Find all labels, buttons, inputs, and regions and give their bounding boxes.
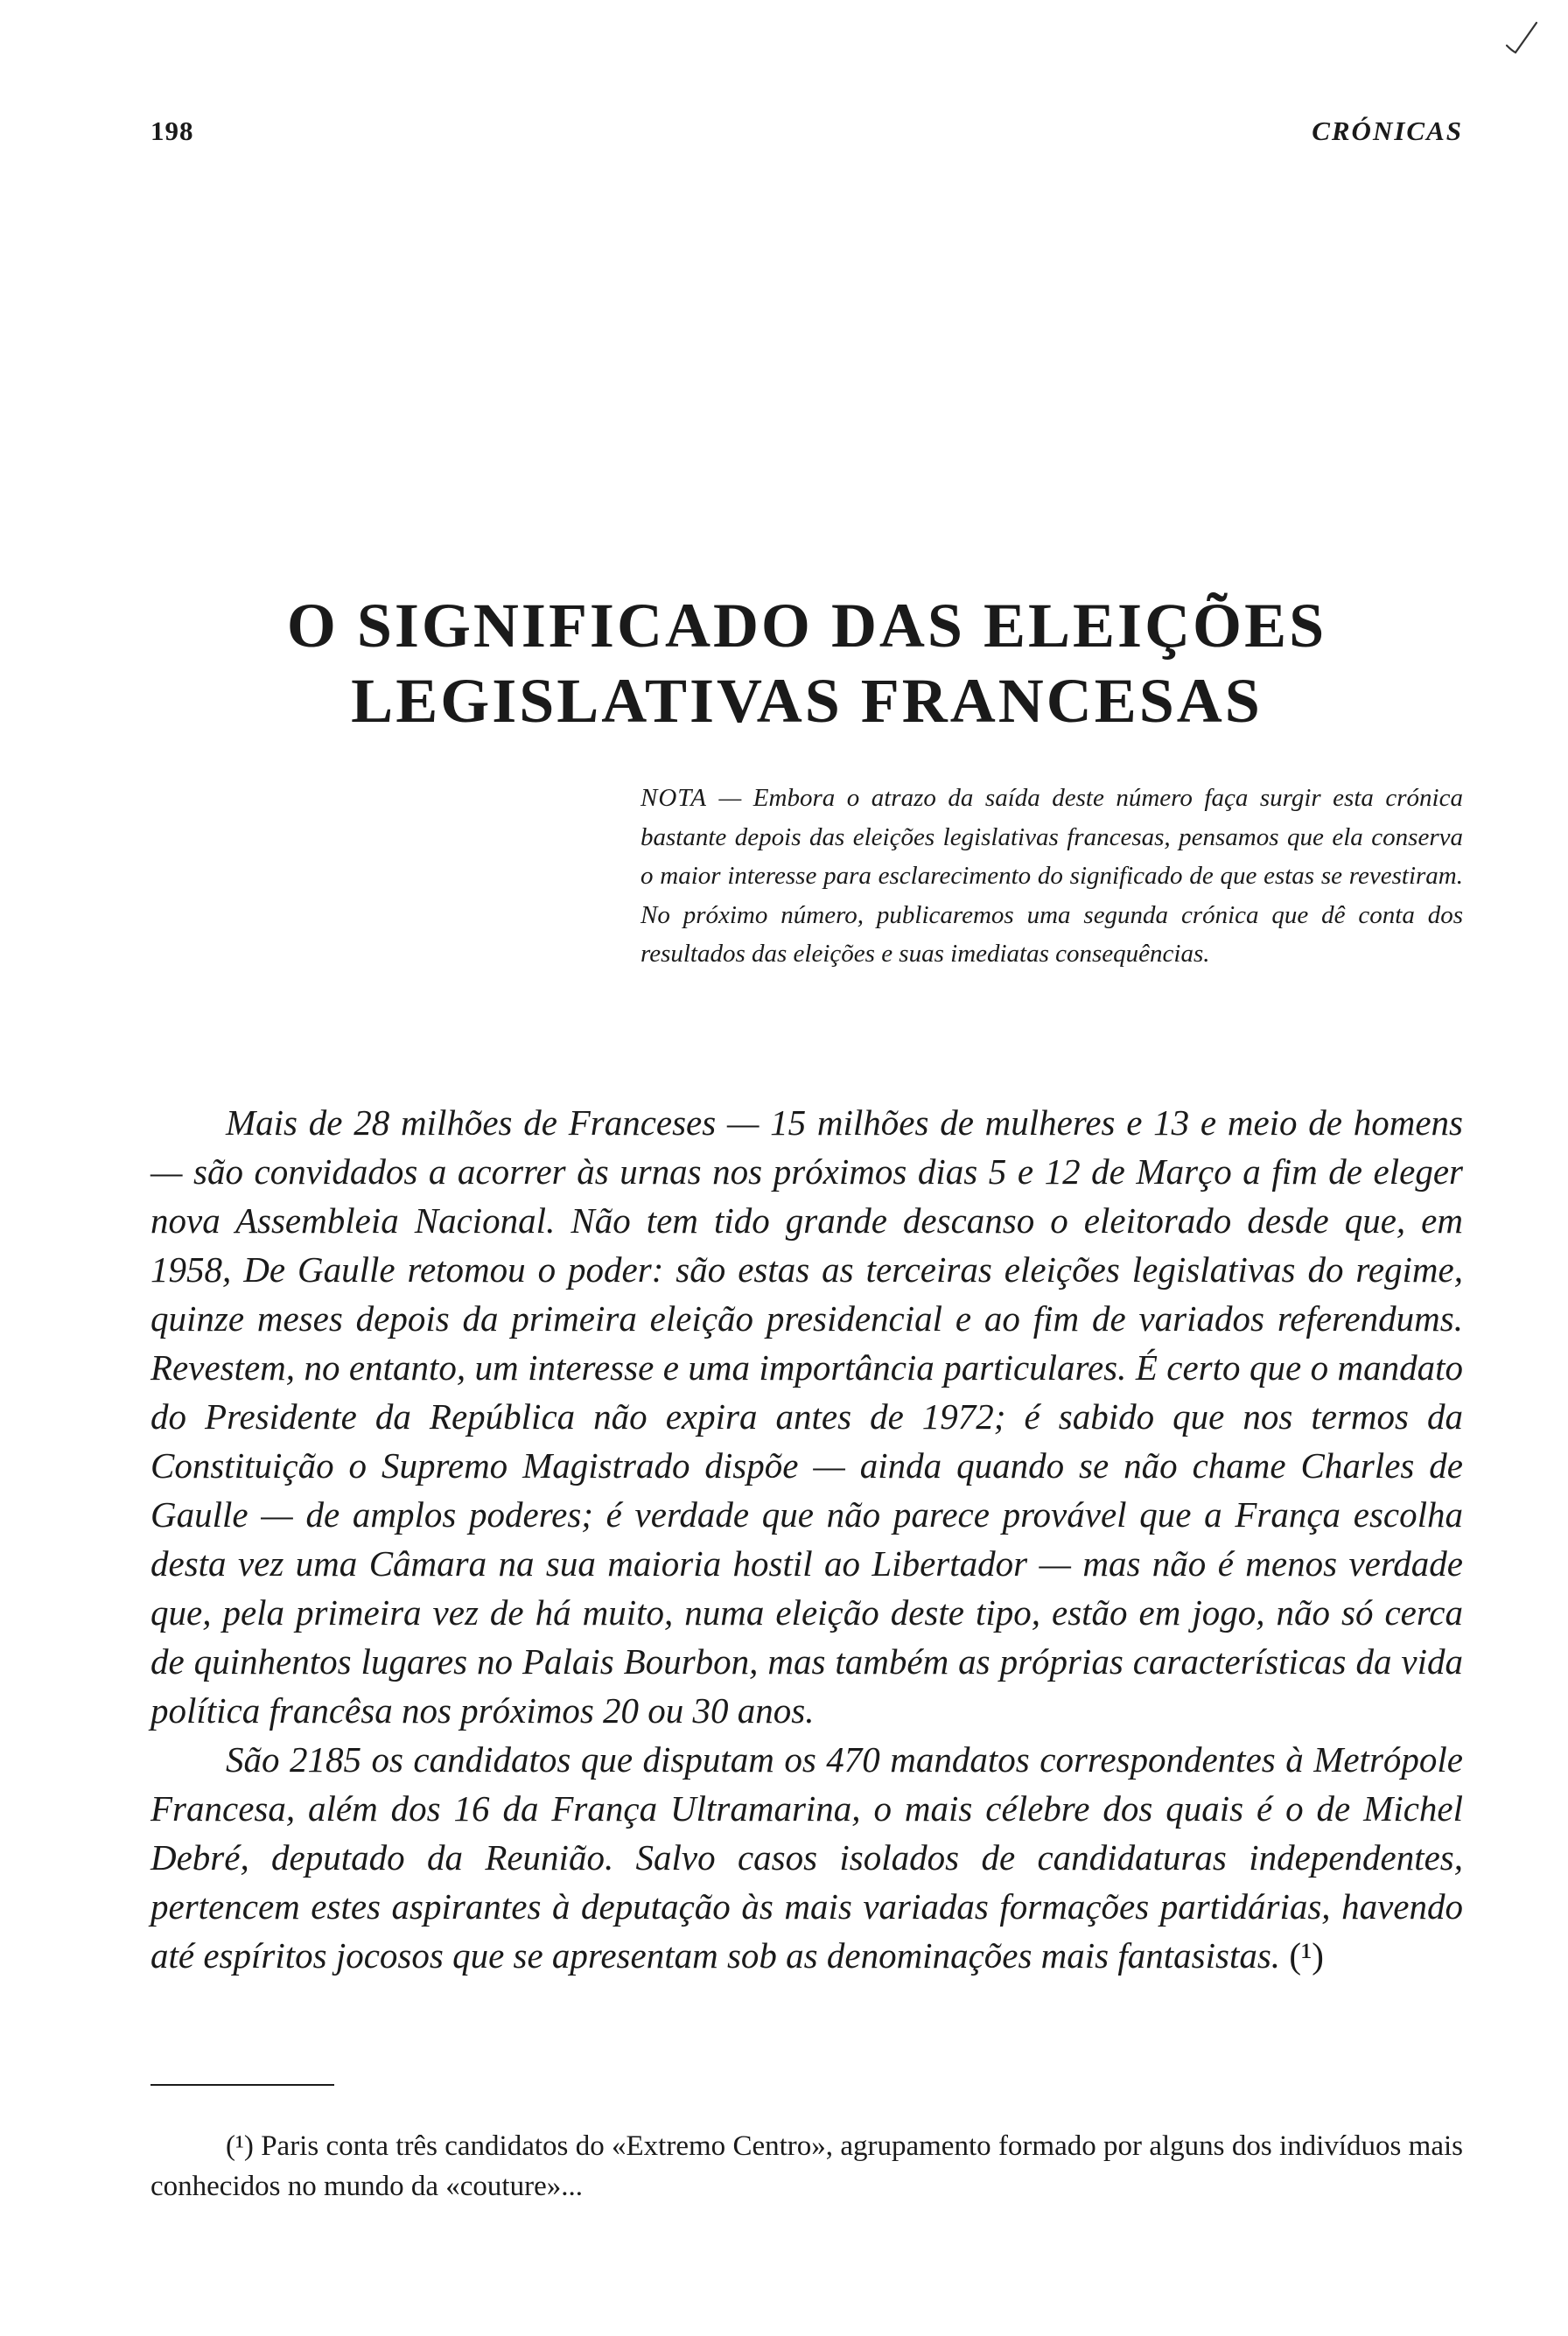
article-body (150, 1098, 1463, 1980)
editor-note (640, 779, 1463, 974)
article-title-line-2: LEGISLATIVAS FRANCESAS (351, 666, 1263, 736)
note-text: — Embora o atrazo da saída deste número faça surgir esta crónica bastante depois das eleições legislativas francesas, pensamos que ela conserva o maior interesse para esclarecimento do significado de que estas se revestiram. No próximo número, publicaremos uma segunda crónica que dê conta dos resultados das eleições e suas imediatas consequências. (640, 784, 1463, 968)
footnote: (¹) Paris conta três candidatos do «Extremo Centro», agrupamento formado por alguns dos indivíduos mais conhecidos no mundo da «couture»... (150, 2130, 1463, 2202)
note-label: NOTA (640, 784, 707, 812)
pencil-checkmark-icon (1503, 19, 1538, 56)
body-paragraph-1-text: Mais de 28 milhões de Franceses — 15 milhões de mulheres e 13 e meio de homens — são convidados a acorrer às urnas nos próximos dias 5 e 12 de Março a fim de eleger nova Assembleia Nacional. Não tem tido grande descanso o eleitorado desde que, em 1958, De Gaulle retomou o poder: são estas as terceiras eleições legislativas do regime, quinze meses depois da primeira eleição presidencial e ao fim de variados referendums. Revestem, no entanto, um interesse e uma importância particulares. É certo que o mandato do Presidente da República não expira antes de 1972; é sabido que nos termos da Constituição o Supremo Magistrado dispõe — ainda quando se não chame Charles de Gaulle — de amplos poderes; é verdade que não parece provável que a França escolha desta vez uma Câmara na sua maioria hostil ao Libertador — mas não é menos verdade que, pela primeira vez de há muito, numa eleição deste tipo, estão em jogo, não só cerca de quinhentos lugares no Palais Bourbon, mas também as próprias características da vida política francêsa nos próximos 20 ou 30 anos. (150, 1102, 1463, 1731)
article-title-line-1: O SIGNIFICADO DAS ELEIÇÕES (286, 591, 1327, 661)
page-number: 198 (150, 115, 194, 146)
body-paragraph-2-text: São 2185 os candidatos que disputam os 470 mandatos correspondentes à Metrópole Francesa, além dos 16 da França Ultramarina, o mais célebre dos quais é o de Michel Debré, deputado da Reunião. Salvo casos isolados de candidaturas independentes, pertencem estes aspirantes à deputação às mais variadas formações partidárias, havendo até espíritos jocosos que se apresentam sob as denominações mais fantasistas. (150, 1739, 1463, 1976)
footnote-reference: (¹) (1289, 1935, 1324, 1976)
body-paragraph-1 (150, 1098, 1463, 1735)
section-title: CRÓNICAS (1312, 115, 1463, 146)
running-header (150, 115, 1463, 150)
body-paragraph-2 (150, 1735, 1463, 1980)
footnote-divider (150, 2084, 334, 2086)
article-title (150, 588, 1463, 738)
